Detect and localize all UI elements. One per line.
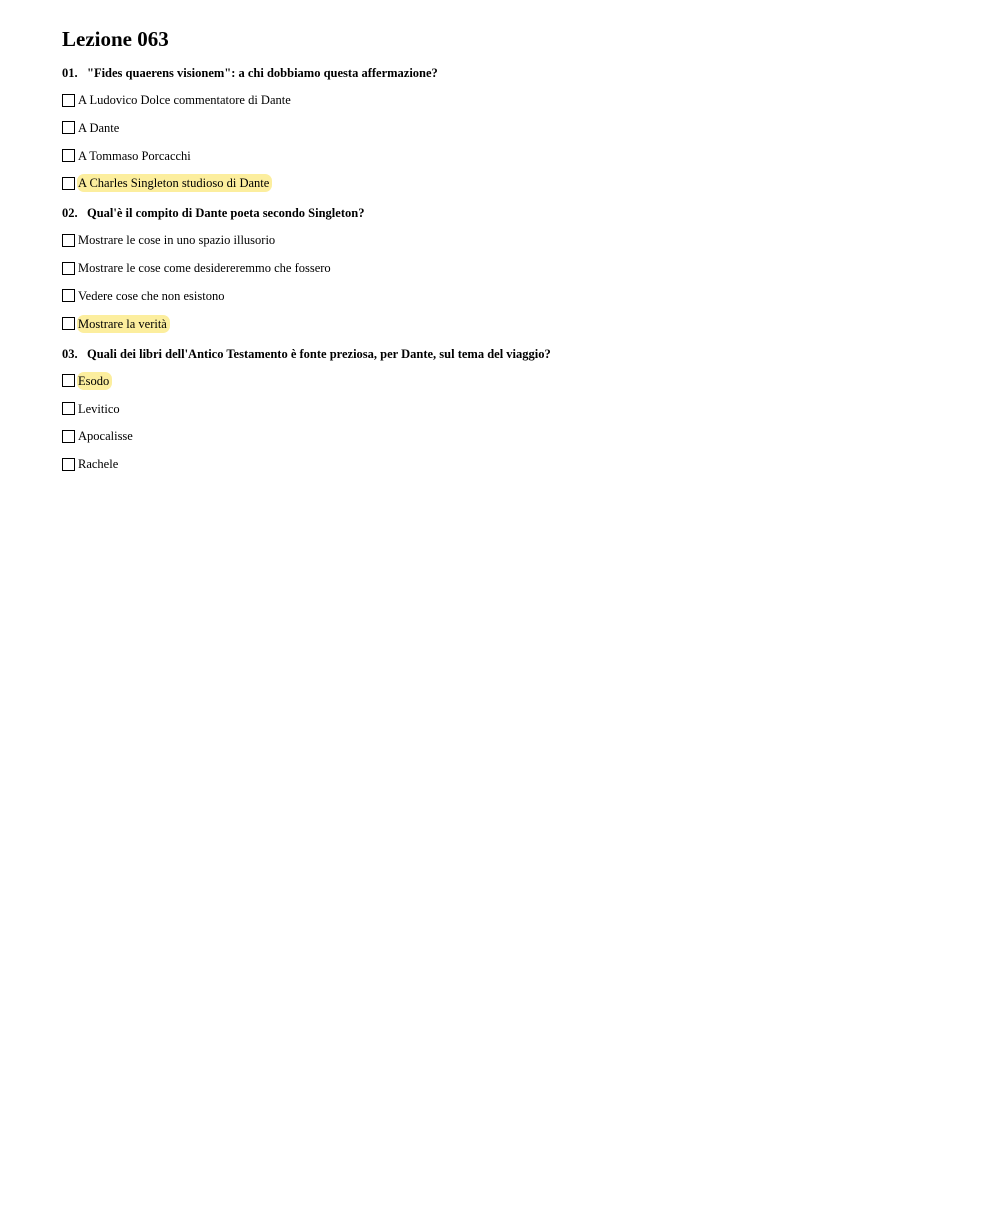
checkbox[interactable] (62, 234, 75, 247)
answer-option[interactable] (62, 90, 962, 110)
question-prompt: Quali dei libri dell'Antico Testamento è fonte preziosa, per Dante, sul tema del viaggio? (87, 346, 551, 361)
checkbox[interactable] (62, 262, 75, 275)
option-label: A Tommaso Porcacchi (78, 148, 191, 163)
answer-option[interactable] (62, 230, 962, 250)
question-prompt: Qual'è il compito di Dante poeta secondo Singleton? (87, 206, 365, 221)
question-text (62, 205, 962, 221)
checkbox[interactable] (62, 177, 75, 190)
checkbox[interactable] (62, 121, 75, 134)
checkbox[interactable] (62, 374, 75, 387)
checkbox[interactable] (62, 317, 75, 330)
checkbox[interactable] (62, 94, 75, 107)
answer-option[interactable] (62, 399, 962, 419)
option-label: A Dante (78, 120, 120, 135)
option-label: Mostrare le cose come desidereremmo che fossero (78, 261, 331, 276)
answer-option[interactable] (62, 286, 962, 306)
question-number: 01. (62, 66, 78, 80)
checkbox[interactable] (62, 430, 75, 443)
answer-option[interactable] (62, 371, 962, 391)
question-3 (62, 346, 962, 474)
answer-option[interactable] (62, 454, 962, 474)
page-title: Lezione 063 (62, 27, 169, 51)
question-text (62, 346, 962, 362)
checkbox[interactable] (62, 289, 75, 302)
quiz-page (62, 27, 962, 486)
answer-option[interactable] (62, 258, 962, 278)
option-label: Levitico (78, 401, 120, 416)
option-label: Mostrare la verità (77, 315, 170, 333)
checkbox[interactable] (62, 402, 75, 415)
question-number: 02. (62, 206, 78, 221)
option-label: Rachele (78, 457, 119, 472)
answer-option[interactable] (62, 173, 962, 193)
checkbox[interactable] (62, 149, 75, 162)
answer-option[interactable] (62, 314, 962, 334)
answer-option[interactable] (62, 146, 962, 166)
answer-option[interactable] (62, 118, 962, 138)
option-label: Esodo (77, 372, 112, 390)
answer-option[interactable] (62, 426, 962, 446)
checkbox[interactable] (62, 458, 75, 471)
option-label: Mostrare le cose in uno spazio illusorio (78, 233, 276, 248)
question-2 (62, 205, 962, 333)
question-1 (62, 65, 962, 193)
option-label: Apocalisse (78, 429, 133, 444)
option-label: Vedere cose che non esistono (78, 288, 225, 303)
question-prompt: "Fides quaerens visionem": a chi dobbiamo questa affermazione? (87, 66, 438, 80)
question-number: 03. (62, 346, 78, 361)
option-label: A Charles Singleton studioso di Dante (77, 174, 272, 192)
question-text (62, 65, 962, 81)
option-label: A Ludovico Dolce commentatore di Dante (78, 93, 291, 107)
